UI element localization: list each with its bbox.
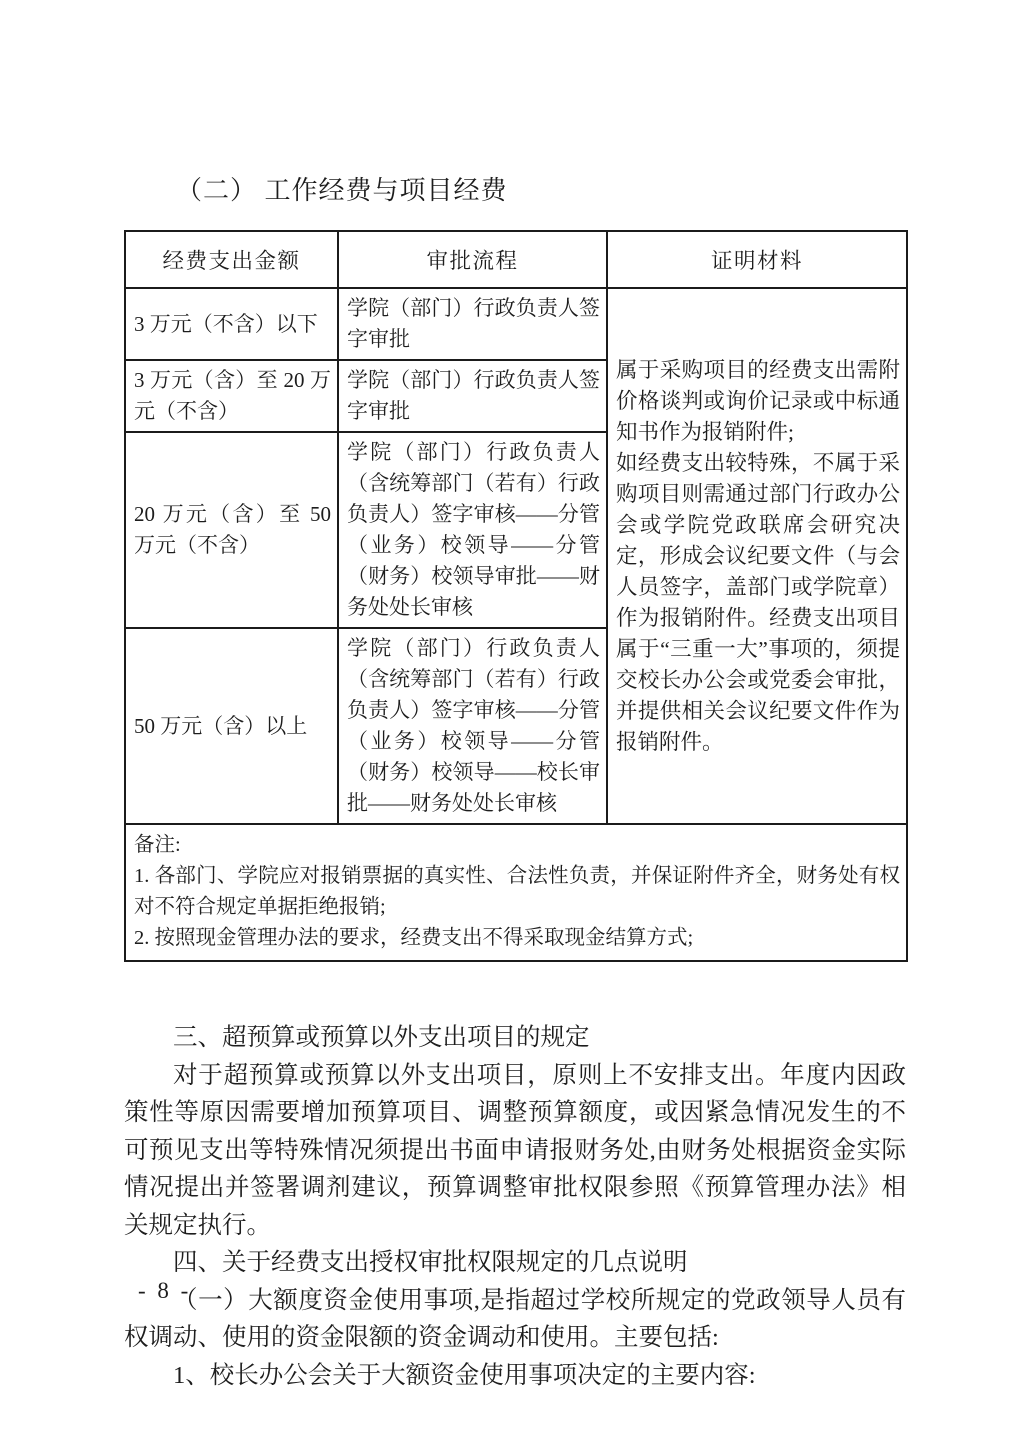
notes-label: 备注: [134, 834, 181, 856]
process-cell: 学院（部门）行政负责人（含统筹部门（若有）行政负责人）签字审核——分管（业务）校领导——分管（财务）校领导——校长审批——财务处处长审核 [338, 628, 607, 824]
paragraph-section-four-1: （一）大额度资金使用事项,是指超过学校所规定的党政领导人员有权调动、使用的资金限额的资金调动和使用。主要包括: [124, 1286, 906, 1351]
heading-section-four: 四、关于经费支出授权审批权限规定的几点说明 [173, 1249, 688, 1276]
funding-approval-table [124, 230, 908, 962]
table-notes-row [125, 824, 907, 961]
amount-cell: 3 万元（含）至 20 万元（不含） [125, 360, 338, 432]
heading-section-three: 三、超预算或预算以外支出项目的规定 [173, 1024, 590, 1051]
section-title: （二） 工作经费与项目经费 [176, 176, 508, 205]
evidence-cell [607, 288, 907, 824]
amount-cell: 3 万元（不含）以下 [125, 288, 338, 360]
table-row-under-3w [125, 288, 907, 360]
table-header-row [125, 231, 907, 288]
notes-item-1: 1. 各部门、学院应对报销票据的真实性、合法性负责，并保证附件齐全，财务处有权对不符合规定单据拒绝报销; [134, 865, 900, 918]
header-amount: 经费支出金额 [125, 231, 338, 288]
page-number: - 8 - [138, 1278, 192, 1303]
document-content [124, 178, 906, 1394]
body-text-block [124, 1019, 906, 1394]
amount-cell: 20 万元（含）至 50 万元（不含） [125, 432, 338, 628]
header-process: 审批流程 [338, 231, 607, 288]
process-cell: 学院（部门）行政负责人（含统筹部门（若有）行政负责人）签字审核——分管（业务）校领导——分管（财务）校领导审批——财务处处长审核 [338, 432, 607, 628]
evidence-paragraph-1: 属于采购项目的经费支出需附价格谈判或询价记录或中标通知书作为报销附件; [616, 357, 900, 444]
paragraph-section-three: 对于超预算或预算以外支出项目，原则上不安排支出。年度内因政策性等原因需要增加预算项目、调整预算额度，或因紧急情况发生的不可预见支出等特殊情况须提出书面申请报财务处,由财务处根据资金实际情况提出并签署调剂建议，预算调整审批权限参照《预算管理办法》相关规定执行。 [124, 1061, 906, 1239]
process-cell: 学院（部门）行政负责人签字审批 [338, 360, 607, 432]
evidence-paragraph-2: 如经费支出较特殊，不属于采购项目则需通过部门行政办公会或学院党政联席会研究决定，形成会议纪要文件（与会人员签字，盖部门或学院章）作为报销附件。经费支出项目属于“三重一大”事项的，须提交校长办公会或党委会审批，并提供相关会议纪要文件作为报销附件。 [616, 450, 900, 754]
paragraph-section-four-2: 1、校长办公会关于大额资金使用事项决定的主要内容: [173, 1361, 756, 1389]
notes-cell [125, 824, 907, 961]
amount-cell: 50 万元（含）以上 [125, 628, 338, 824]
notes-item-2: 2. 按照现金管理办法的要求，经费支出不得采取现金结算方式; [134, 927, 694, 949]
header-evidence: 证明材料 [607, 231, 907, 288]
process-cell: 学院（部门）行政负责人签字审批 [338, 288, 607, 360]
